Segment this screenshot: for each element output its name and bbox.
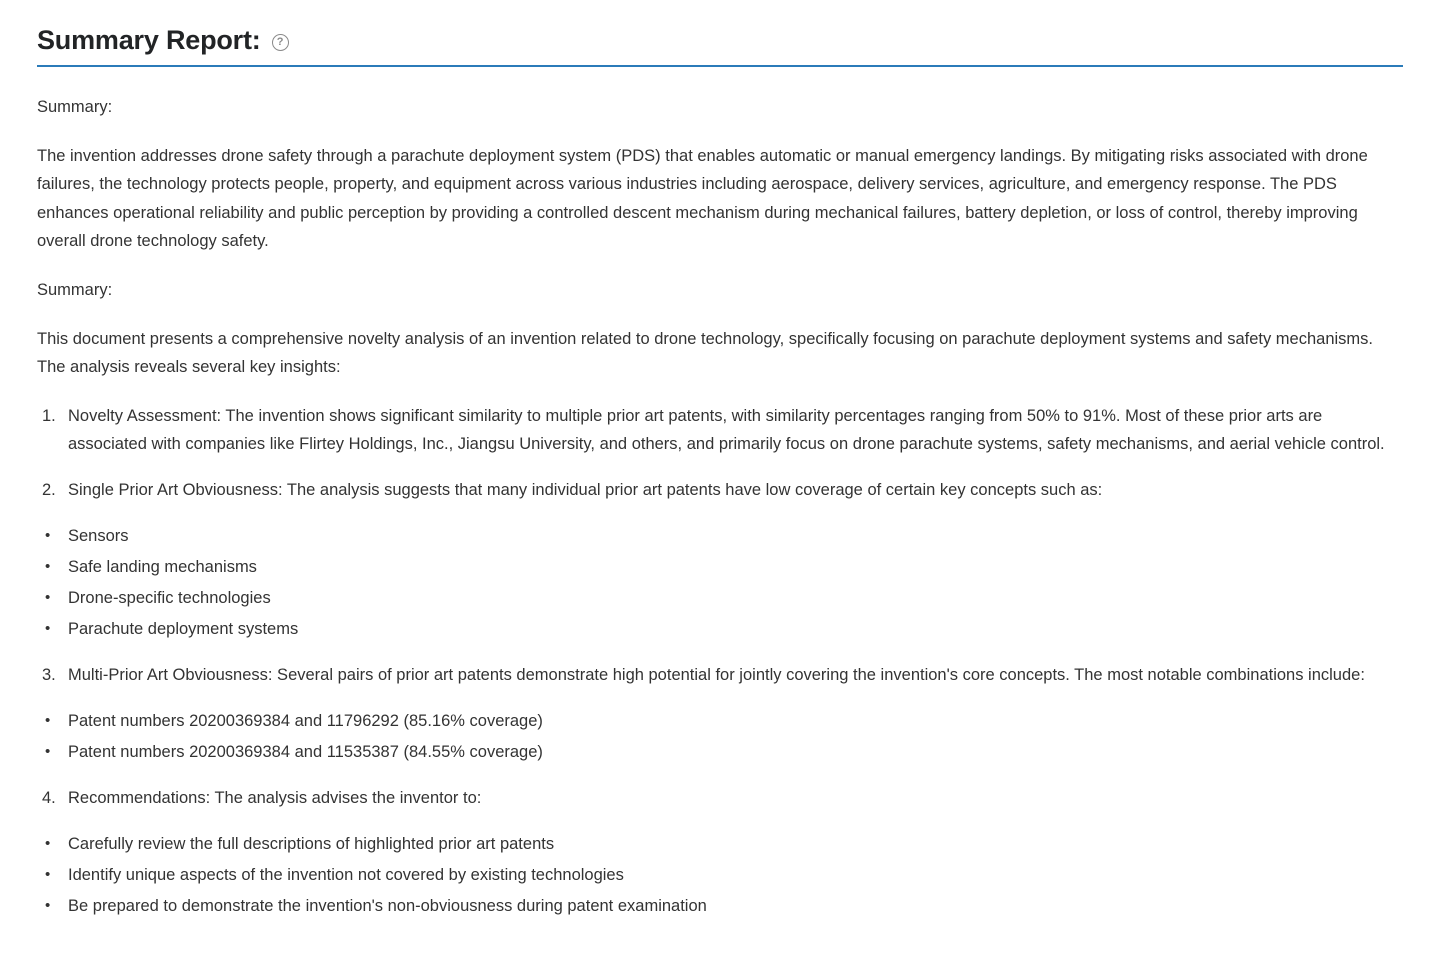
summary-label-1: Summary: xyxy=(37,98,113,117)
list-item xyxy=(37,861,1403,889)
item-text: Single Prior Art Obviousness: The analysis suggests that many individual prior art patents have low coverage of certain key concepts such as: xyxy=(68,480,1103,499)
recommendation-bullet-list xyxy=(37,830,1403,920)
bullet-item-label: Safe landing mechanisms xyxy=(68,557,257,576)
combination-bullet-list xyxy=(37,707,1403,766)
list-item xyxy=(37,707,1403,735)
summary-paragraph-1: The invention addresses drone safety through a parachute deployment system (PDS) that enables automatic or manual emergency landings. By mitigating risks associated with drone failures, the technology protects people, property, and equipment across various industries including aerospace, delivery services, agriculture, and emergency response. The PDS enhances operational reliability and public perception by providing a controlled descent mechanism during mechanical failures, battery depletion, or loss of control, thereby improving overall drone technology safety. xyxy=(37,147,1368,250)
item-text: Recommendations: The analysis advises the inventor to: xyxy=(68,789,482,808)
bullet-icon: • xyxy=(45,620,51,638)
help-icon[interactable]: ? xyxy=(272,34,289,51)
bullet-item-label: Patent numbers 20200369384 and 11796292 (85.16% coverage) xyxy=(68,712,543,731)
list-item xyxy=(37,584,1403,612)
bullet-icon: • xyxy=(45,835,51,853)
list-item xyxy=(37,892,1403,920)
summary-label-2: Summary: xyxy=(37,280,113,299)
bullet-icon: • xyxy=(45,743,51,761)
list-item xyxy=(37,553,1403,581)
bullet-icon: • xyxy=(45,557,51,575)
bullet-icon: • xyxy=(45,589,51,606)
bullet-item-label: Sensors xyxy=(68,526,129,545)
list-item xyxy=(37,830,1403,858)
page-title: Summary Report: xyxy=(37,25,261,55)
bullet-icon: • xyxy=(45,526,51,544)
item-number: 4. xyxy=(42,789,56,808)
item-number: 1. xyxy=(42,406,56,425)
bullet-item-label: Be prepared to demonstrate the invention's non-obviousness during patent examination xyxy=(68,897,707,916)
numbered-item-single-prior-art xyxy=(37,476,1403,504)
bullet-item-label: Patent numbers 20200369384 and 11535387 (84.55% coverage) xyxy=(68,743,543,762)
bullet-item-label: Parachute deployment systems xyxy=(68,620,299,639)
bullet-icon: • xyxy=(45,897,51,915)
bullet-item-label: Identify unique aspects of the invention not covered by existing technologies xyxy=(68,866,624,885)
bullet-item-label: Drone-specific technologies xyxy=(68,589,271,607)
bullet-item-label: Carefully review the full descriptions of highlighted prior art patents xyxy=(68,835,555,854)
list-item xyxy=(37,738,1403,766)
list-item xyxy=(37,615,1403,643)
item-text: Multi-Prior Art Obviousness: Several pairs of prior art patents demonstrate high potential for jointly covering the invention's core concepts. The most notable combinations include: xyxy=(68,666,1365,685)
item-number: 3. xyxy=(42,666,56,685)
summary-paragraph-2: This document presents a comprehensive novelty analysis of an invention related to drone technology, specifically focusing on parachute deployment systems and safety mechanisms. The analysis reveals several key insights: xyxy=(37,329,1374,376)
bullet-icon: • xyxy=(45,866,51,884)
numbered-item-multi-prior-art xyxy=(37,661,1403,689)
concept-bullet-list xyxy=(37,522,1403,643)
list-item xyxy=(37,522,1403,550)
title-divider xyxy=(37,65,1403,67)
report-header xyxy=(37,24,1403,56)
item-text: Novelty Assessment: The invention shows significant similarity to multiple prior art patents, with similarity percentages ranging from 50% to 91%. Most of these prior arts are associated with companies like Flirtey Holdings, Inc., Jiangsu University, and others, and primarily focus on drone parachute systems, safety mechanisms, and aerial vehicle control. xyxy=(68,406,1385,453)
bullet-icon: • xyxy=(45,712,51,730)
numbered-item-recommendations xyxy=(37,784,1403,812)
item-number: 2. xyxy=(42,480,56,499)
numbered-item-novelty-assessment xyxy=(37,402,1403,458)
